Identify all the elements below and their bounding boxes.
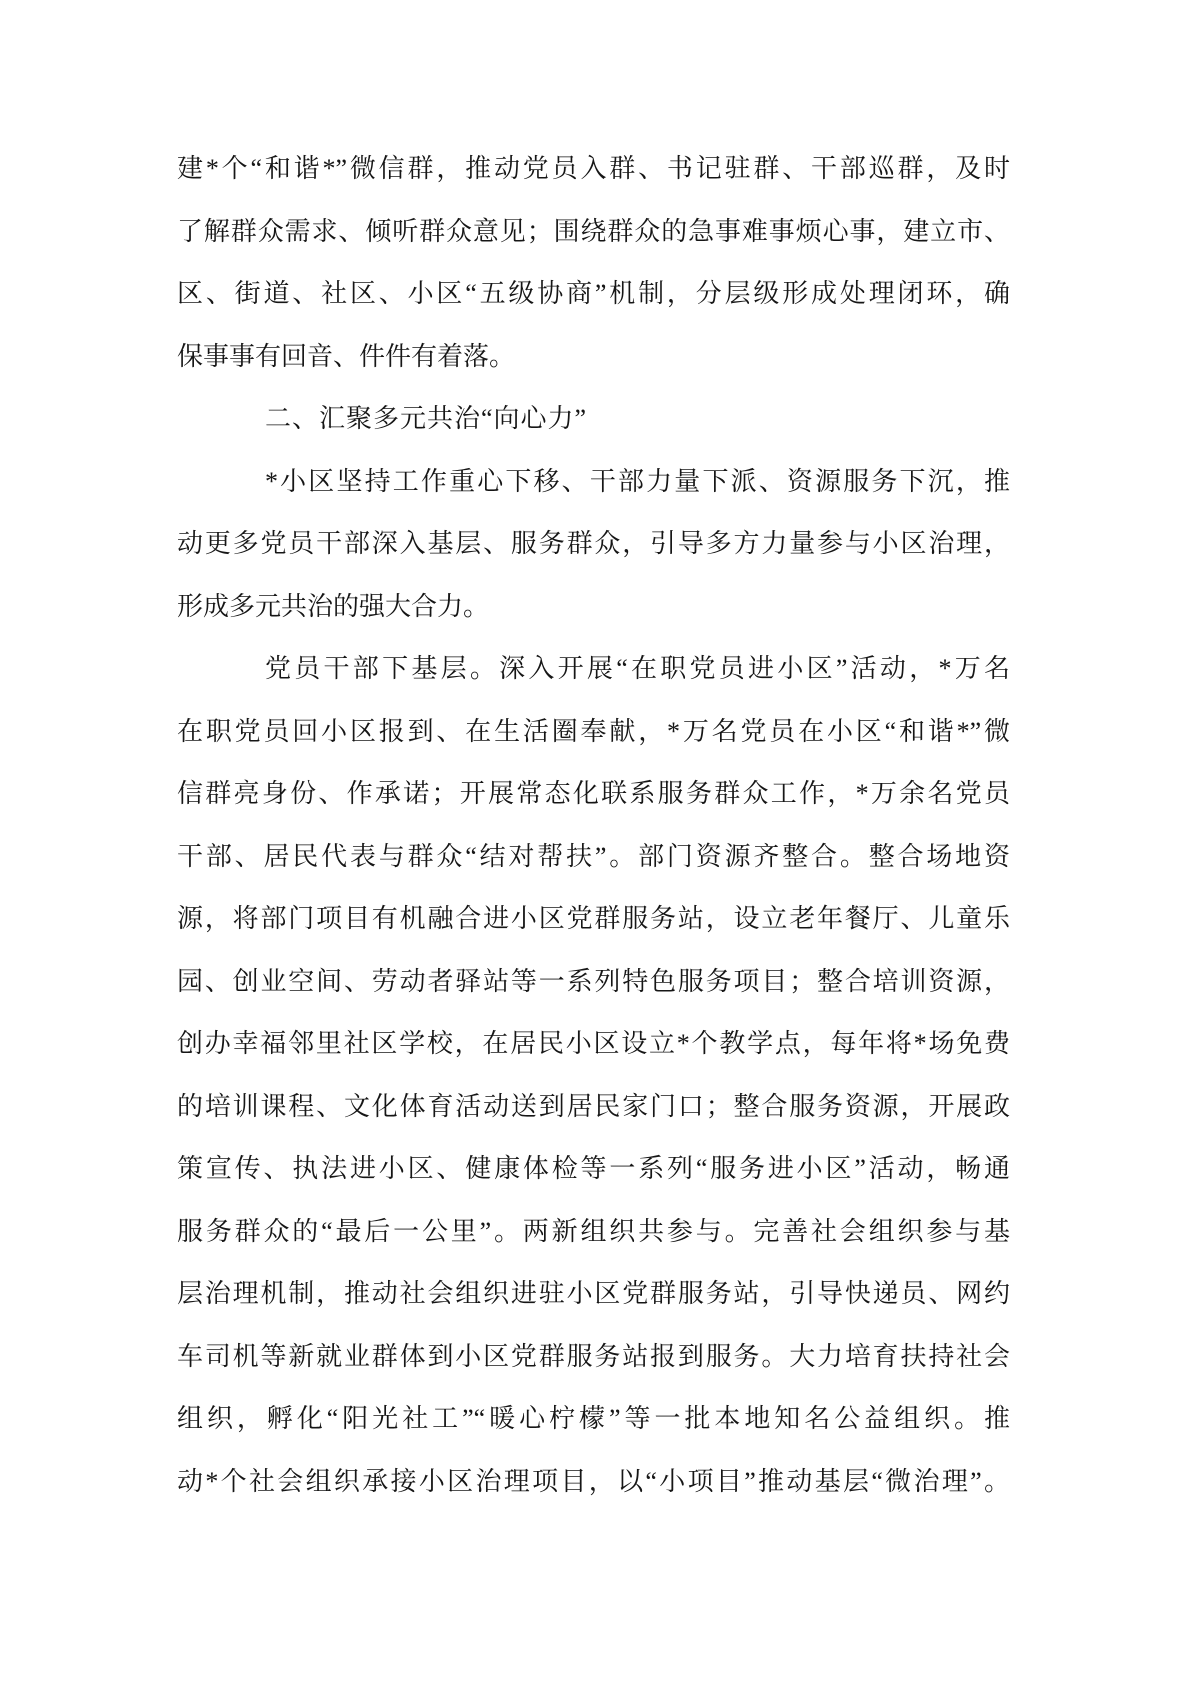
text-line: 保事事有回音、件件有着落。 <box>177 341 516 371</box>
text-line: 区、街道、社区、小区“五级协商”机制，分层级形成处理闭环，确 <box>177 279 1010 308</box>
text-line: 创办幸福邻里社区学校，在居民小区设立*个教学点，每年将*场免费 <box>177 1029 1010 1058</box>
text-line: 的培训课程、文化体育活动送到居民家门口；整合服务资源，开展政 <box>177 1091 1010 1121</box>
text-line: 建*个“和谐*”微信群，推动党员入群、书记驻群、干部巡群，及时 <box>177 154 1010 183</box>
text-line: 动更多党员干部深入基层、服务群众，引导多方力量参与小区治理， <box>177 529 1010 558</box>
text-line: *小区坚持工作重心下移、干部力量下派、资源服务下沉，推 <box>265 466 1010 496</box>
text-line: 服务群众的“最后一公里”。两新组织共参与。完善社会组织参与基 <box>177 1216 1010 1246</box>
text-line: 形成多元共治的强大合力。 <box>177 591 490 621</box>
text-line: 党员干部下基层。深入开展“在职党员进小区”活动，*万名 <box>265 654 1010 683</box>
text-line: 了解群众需求、倾听群众意见；围绕群众的急事难事烦心事，建立市、 <box>177 216 1010 246</box>
text-line: 干部、居民代表与群众“结对帮扶”。部门资源齐整合。整合场地资 <box>177 841 1010 871</box>
text-line: 层治理机制，推动社会组织进驻小区党群服务站，引导快递员、网约 <box>177 1279 1010 1308</box>
text-line: 策宣传、执法进小区、健康体检等一系列“服务进小区”活动，畅通 <box>177 1154 1010 1183</box>
text-line: 源，将部门项目有机融合进小区党群服务站，设立老年餐厅、儿童乐 <box>177 904 1010 933</box>
text-line: 信群亮身份、作承诺；开展常态化联系服务群众工作，*万余名党员 <box>177 779 1010 808</box>
text-line: 车司机等新就业群体到小区党群服务站报到服务。大力培育扶持社会 <box>177 1341 1010 1371</box>
text-line: 组织，孵化“阳光社工”“暖心柠檬”等一批本地知名公益组织。推 <box>177 1404 1010 1433</box>
document-text-block <box>177 138 1010 1513</box>
section-heading: 二、汇聚多元共治“向心力” <box>265 404 588 433</box>
text-line: 动*个社会组织承接小区治理项目，以“小项目”推动基层“微治理”。 <box>177 1466 1010 1496</box>
text-line: 在职党员回小区报到、在生活圈奉献，*万名党员在小区“和谐*”微 <box>177 716 1010 746</box>
text-line: 园、创业空间、劳动者驿站等一系列特色服务项目；整合培训资源， <box>177 966 1010 996</box>
